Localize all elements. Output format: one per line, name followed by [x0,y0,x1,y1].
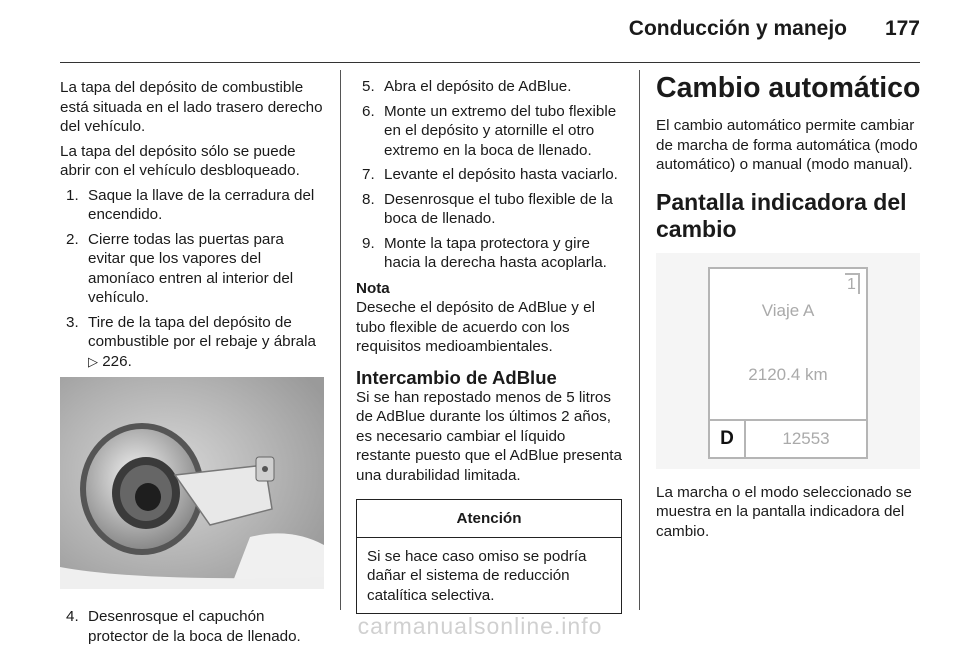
fuel-filler-photo [60,377,324,589]
list-item: 9. Monte la tapa protectora y gire hacia la derecha hasta acoplarla. [362,234,607,271]
section-heading: Cambio automático [656,72,921,104]
display-caption: La marcha o el modo seleccionado se muestra en la pantalla indicadora del cambio. [656,483,912,540]
page-reference-icon[interactable]: ▷ [88,353,98,369]
display-bottom-row [710,419,866,457]
section-subheading: Intercambio de AdBlue [356,366,557,388]
warning-text: Si se hace caso omiso se podría dañar el sistema de reducción catalítica selectiva. [367,547,587,604]
display-corner-indicator: 1 [845,273,860,294]
display-trip-label: Viaje A [761,300,815,320]
paragraph-fuel-door-location: La tapa del depósito de combustible está situada en el lado trasero derecho del vehículo. [60,79,323,135]
column-divider-2 [639,70,640,610]
list-item: 5. Abra el depósito de AdBlue. [362,78,572,95]
column-2 [356,77,624,614]
note-title: Nota [356,279,390,297]
list-item: 7. Levante el depósito hasta vaciarlo. [362,166,618,183]
chapter-title: Conducción y manejo [628,17,847,40]
watermark: carmanualsonline.info [357,613,603,639]
list-item: 8. Desenrosque el tubo flexible de la boca de llenado. [362,190,613,227]
display-odometer: 12553 [782,428,830,448]
display-gear-indicator: D [710,421,746,457]
note-text: Deseche el depósito de AdBlue y el tubo flexible de acuerdo con los requisitos medioambientales. [356,299,595,355]
list-item: 1. Saque la llave de la cerradura del encendido. [66,186,315,223]
gear-display-illustration [656,253,920,469]
list-item: 2. Cierre todas las puertas para evitar que los vapores del amoníaco entren al interior del vehículo. [66,230,294,306]
warning-box [356,499,622,614]
display-trip-distance: 2120.4 km [748,364,828,384]
warning-title: Atención [357,500,621,538]
column-3 [656,72,922,546]
list-item: 3. Tire de la tapa del depósito de combustible por el rebaje y ábrala ▷ 226. [66,313,316,370]
header-divider [60,62,920,63]
gear-display [708,267,868,459]
page-number: 177 [884,17,920,40]
steps-list-1 [60,186,324,372]
column-divider-1 [340,70,341,610]
list-item: 6. Monte un extremo del tubo flexible en el depósito y atornille el otro extremo en la boca de llenado. [362,102,617,159]
paragraph-fuel-door-unlock: La tapa del depósito sólo se puede abrir con el vehículo desbloqueado. [60,142,300,179]
subsection-heading: Pantalla indicadora del cambio [656,188,907,242]
page-reference-link[interactable]: 226. [102,352,132,370]
column-1 [60,78,324,652]
list-item: 4. Desenrosque el capuchón protector de la boca de llenado. [66,608,301,645]
paragraph-adblue-replacement: Si se han repostado menos de 5 litros de AdBlue durante los últimos 2 años, es necesario cambiar el líquido restante puesto que el AdBlue presenta una durabilidad limitada. [356,388,622,484]
paragraph-automatic-intro: El cambio automático permite cambiar de marcha de forma automática (modo automático) o manual (modo manual). [656,117,918,173]
steps-list-2 [356,77,624,273]
